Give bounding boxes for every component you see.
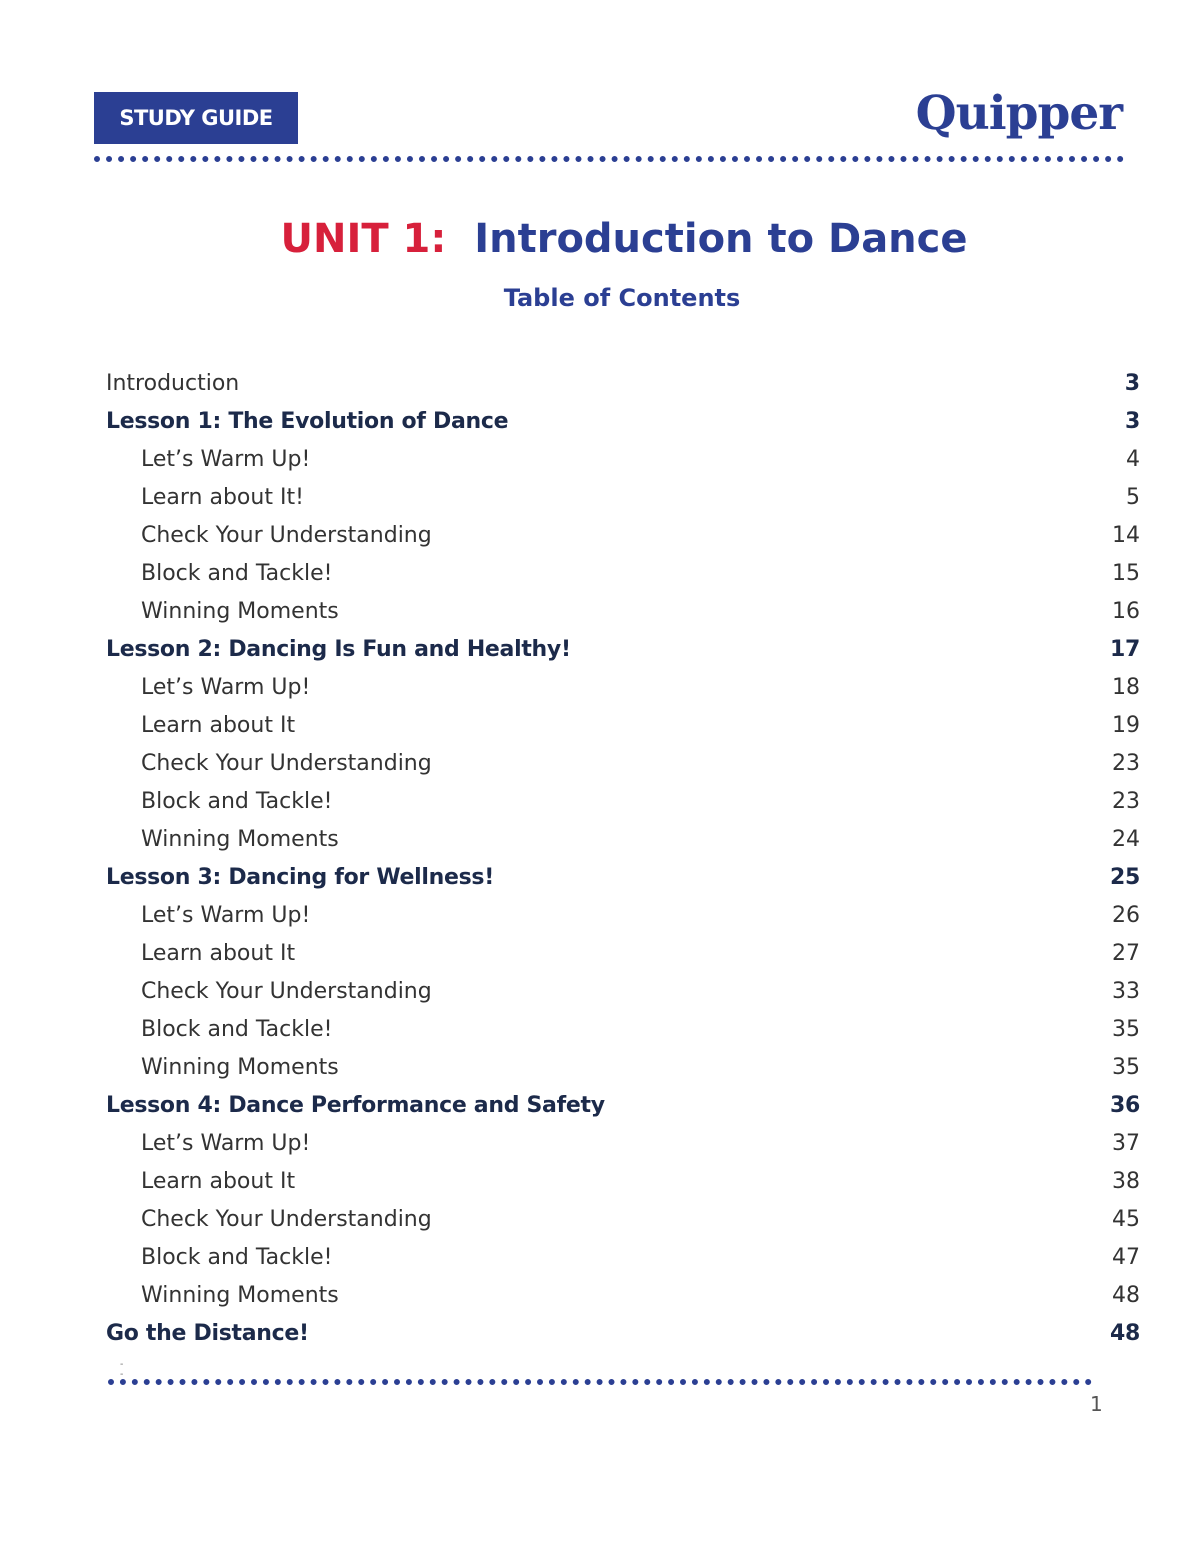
toc-entry[interactable] <box>106 478 1140 516</box>
toc-entry-label: Winning Moments <box>141 1054 339 1080</box>
toc-entry-label: Block and Tackle! <box>141 560 333 586</box>
toc-entry[interactable] <box>106 440 1140 478</box>
toc-entry[interactable] <box>106 706 1140 744</box>
toc-entry[interactable] <box>106 1086 1140 1124</box>
toc-entry-page: 24 <box>1112 826 1140 852</box>
toc-entry-label: Let’s Warm Up! <box>141 902 311 928</box>
toc-entry-page: 3 <box>1124 370 1140 396</box>
toc-entry[interactable] <box>106 554 1140 592</box>
toc-entry-label: Lesson 4: Dance Performance and Safety <box>106 1092 605 1118</box>
toc-entry-label: Learn about It! <box>141 484 304 510</box>
toc-entry-label: Block and Tackle! <box>141 1244 333 1270</box>
toc-entry-label: Check Your Understanding <box>141 978 432 1004</box>
page-number: 1 <box>1090 1392 1103 1416</box>
toc-heading: Table of Contents <box>503 284 741 312</box>
toc-entry-page: 38 <box>1112 1168 1140 1194</box>
toc-entry-label: Let’s Warm Up! <box>141 674 311 700</box>
toc-entry-page: 48 <box>1109 1320 1140 1346</box>
toc-entry-page: 36 <box>1109 1092 1140 1118</box>
toc-entry-page: 23 <box>1112 750 1140 776</box>
toc-entry-label: Let’s Warm Up! <box>141 1130 311 1156</box>
toc-entry[interactable] <box>106 402 1140 440</box>
toc-entry-label: Winning Moments <box>141 826 339 852</box>
table-of-contents <box>106 364 1140 1352</box>
toc-entry-label: Let’s Warm Up! <box>141 446 311 472</box>
toc-entry-label: Learn about It <box>141 940 296 966</box>
toc-entry[interactable] <box>106 364 1140 402</box>
toc-entry-label: Learn about It <box>141 712 296 738</box>
toc-entry[interactable] <box>106 782 1140 820</box>
toc-entry-page: 14 <box>1112 522 1140 548</box>
toc-entry-label: Check Your Understanding <box>141 1206 432 1232</box>
toc-entry-label: Learn about It <box>141 1168 296 1194</box>
toc-entry-page: 26 <box>1112 902 1140 928</box>
unit-name: Introduction to Dance <box>474 216 968 262</box>
study-guide-badge: STUDY GUIDE <box>94 92 298 144</box>
toc-entry[interactable] <box>106 668 1140 706</box>
toc-entry[interactable] <box>106 592 1140 630</box>
footer-dotted-divider <box>108 1379 1092 1385</box>
toc-entry[interactable] <box>106 630 1140 668</box>
toc-entry[interactable] <box>106 934 1140 972</box>
toc-entry[interactable] <box>106 1162 1140 1200</box>
toc-entry[interactable] <box>106 896 1140 934</box>
toc-entry-page: 16 <box>1112 598 1140 624</box>
toc-entry-page: 3 <box>1124 408 1140 434</box>
toc-entry-page: 5 <box>1126 484 1140 510</box>
quipper-logo: Quipper <box>915 86 1122 141</box>
toc-entry[interactable] <box>106 1010 1140 1048</box>
toc-entry[interactable] <box>106 1048 1140 1086</box>
toc-entry-page: 37 <box>1112 1130 1140 1156</box>
toc-entry-page: 25 <box>1109 864 1140 890</box>
corner-mark: - - <box>120 1359 124 1380</box>
toc-entry-page: 19 <box>1112 712 1140 738</box>
toc-entry-label: Winning Moments <box>141 1282 339 1308</box>
toc-entry-page: 4 <box>1126 446 1140 472</box>
toc-entry-page: 18 <box>1112 674 1140 700</box>
toc-entry-label: Go the Distance! <box>106 1320 309 1346</box>
toc-entry[interactable] <box>106 1314 1140 1352</box>
toc-entry-page: 35 <box>1112 1054 1140 1080</box>
toc-entry[interactable] <box>106 972 1140 1010</box>
toc-entry[interactable] <box>106 1200 1140 1238</box>
toc-entry-label: Check Your Understanding <box>141 750 432 776</box>
unit-title <box>0 216 1200 262</box>
toc-entry[interactable] <box>106 1124 1140 1162</box>
toc-entry[interactable] <box>106 1276 1140 1314</box>
toc-entry-page: 33 <box>1112 978 1140 1004</box>
toc-entry-page: 45 <box>1112 1206 1140 1232</box>
toc-entry[interactable] <box>106 744 1140 782</box>
toc-entry-page: 48 <box>1112 1282 1140 1308</box>
toc-entry[interactable] <box>106 858 1140 896</box>
toc-entry[interactable] <box>106 820 1140 858</box>
toc-entry-label: Block and Tackle! <box>141 1016 333 1042</box>
toc-entry[interactable] <box>106 1238 1140 1276</box>
toc-entry-label: Lesson 1: The Evolution of Dance <box>106 408 509 434</box>
toc-entry-label: Check Your Understanding <box>141 522 432 548</box>
toc-entry-page: 47 <box>1112 1244 1140 1270</box>
toc-entry-label: Lesson 2: Dancing Is Fun and Healthy! <box>106 636 571 662</box>
toc-entry-label: Introduction <box>106 370 240 396</box>
toc-entry-page: 27 <box>1112 940 1140 966</box>
toc-entry-label: Lesson 3: Dancing for Wellness! <box>106 864 494 890</box>
header-dotted-divider <box>94 156 1124 162</box>
toc-entry-label: Winning Moments <box>141 598 339 624</box>
toc-entry-page: 15 <box>1112 560 1140 586</box>
toc-entry-page: 35 <box>1112 1016 1140 1042</box>
toc-entry-label: Block and Tackle! <box>141 788 333 814</box>
toc-entry-page: 23 <box>1112 788 1140 814</box>
toc-entry-page: 17 <box>1109 636 1140 662</box>
toc-entry[interactable] <box>106 516 1140 554</box>
unit-number: UNIT 1: <box>280 216 447 262</box>
